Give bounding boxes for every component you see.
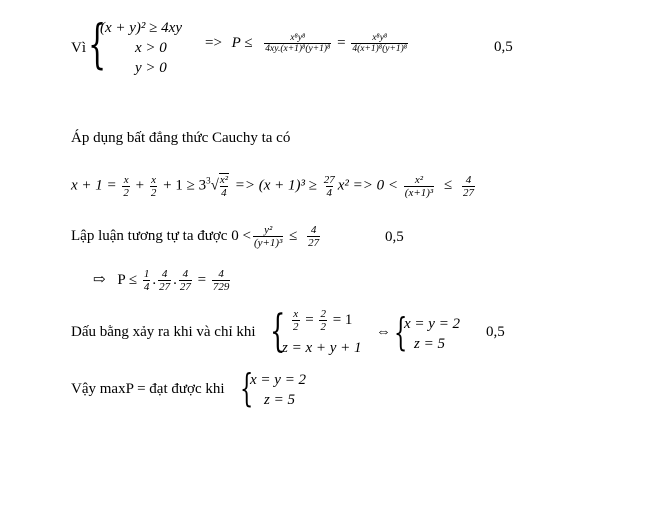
line7-sys-row2: z = 5	[264, 392, 295, 408]
line6-eq1-rest: = 1	[332, 311, 353, 328]
line1-frac1	[264, 33, 331, 54]
line6-brace2: {	[394, 310, 408, 354]
line6-arrow-icon: ⇔	[376, 324, 391, 340]
line4-frac2-den: 27	[308, 237, 320, 249]
line1-lhs: P ≤	[231, 34, 253, 51]
line5-frac3-den: 27	[179, 281, 191, 293]
line1-sys-row1: (x + y)² ≥ 4xy	[100, 20, 182, 36]
line6-sys-row2: z = x + y + 1	[282, 340, 362, 356]
line4-score: 0,5	[385, 229, 404, 245]
line3-root-sign: √	[210, 177, 219, 194]
line5-frac1-den: 4	[143, 281, 150, 293]
line2-text: Áp dụng bất đẳng thức Cauchy ta có	[71, 130, 291, 146]
line5-eq: =	[197, 271, 207, 288]
line3-frac1	[122, 174, 130, 199]
line3-root-index: 3	[206, 175, 211, 186]
line5-dot2: .	[173, 271, 177, 288]
line1-arrow: =>	[205, 34, 222, 51]
line3-frac4-den: 4	[326, 186, 332, 199]
line1-sys-row3: y > 0	[135, 60, 167, 76]
line3-frac6-den: 27	[462, 186, 474, 199]
line1-eq: =	[337, 34, 346, 51]
line3-frac4	[323, 174, 336, 199]
line5-frac2	[158, 268, 171, 293]
line3-frac2	[150, 174, 158, 199]
line3-frac6	[462, 174, 475, 199]
line5-dot1: .	[152, 271, 157, 288]
line3-frac3-den: 4	[221, 187, 227, 199]
line3-frac3-num: x²	[219, 174, 228, 186]
line5-frac1-num: 1	[143, 268, 150, 280]
line5-frac3-num: 4	[182, 268, 189, 280]
line3-frac3	[219, 173, 229, 199]
line6-text: Dấu bằng xảy ra khi và chỉ khi	[71, 324, 256, 340]
line5-frac3	[179, 268, 192, 293]
line3-part-c: => (x + 1)³ ≥	[234, 177, 317, 194]
line3-frac4-num: 27	[323, 173, 335, 186]
line1-frac1-den: 4xy.(x+1)⁸(y+1)⁸	[265, 44, 331, 54]
line6-frac2-den: 2	[320, 321, 326, 333]
line3-frac2-den: 2	[150, 186, 157, 199]
line3-frac5-den: (x+1)³	[404, 186, 434, 199]
line6-score: 0,5	[486, 324, 505, 340]
line6-frac1	[292, 308, 300, 333]
line5-frac4-den: 729	[212, 281, 230, 293]
line5-math	[93, 268, 232, 293]
line7-text: Vậy maxP = đạt được khi	[71, 381, 225, 397]
line6-brace: {	[270, 306, 286, 357]
line3-part-a: x + 1 =	[71, 177, 117, 194]
line4-frac1-num: y²	[264, 224, 273, 236]
line3-frac5-num: x²	[414, 173, 424, 186]
line6-frac2-num: 2	[320, 308, 326, 320]
line6-frac1-num: x	[293, 308, 299, 320]
line3-frac6-num: 4	[465, 173, 472, 186]
line4-frac1-den: (y+1)³	[253, 237, 283, 249]
line3-part-d: x² => 0 <	[337, 177, 399, 194]
line3-frac1-den: 2	[123, 186, 129, 199]
line1-frac1-num: x⁸y⁸	[290, 33, 306, 43]
line1-frac2-den: 4(x+1)⁸(y+1)⁸	[352, 44, 408, 54]
line4-frac1	[253, 224, 283, 249]
line5-frac1	[143, 268, 151, 293]
line5-frac2-den: 27	[159, 281, 171, 293]
line4-frac2	[307, 224, 320, 249]
line3-frac2-num: x	[151, 173, 157, 186]
line5-lhs: P ≤	[117, 271, 138, 288]
line1-math	[205, 33, 410, 54]
line1-prefix: Vì	[71, 40, 86, 56]
line6-sys2-row1: x = y = 2	[404, 316, 461, 332]
line1-sys-row2: x > 0	[135, 40, 167, 56]
line3-le: ≤	[443, 177, 453, 194]
line5-frac4-num: 4	[218, 268, 224, 280]
line5-arrow-icon: ⇨	[93, 271, 106, 288]
line3-math	[71, 173, 477, 199]
line6-sys-row1	[290, 308, 352, 333]
line6-sys2-row2: z = 5	[414, 336, 445, 352]
line5-frac4	[212, 268, 231, 293]
line1-frac2	[351, 33, 408, 54]
line6-eq1: =	[305, 311, 314, 328]
line4-text: Lập luận tương tự ta được 0 <	[71, 227, 251, 244]
line4-math	[71, 224, 322, 249]
line3-part-b: + 1 ≥ 3	[163, 177, 207, 194]
line3-frac5	[404, 174, 434, 199]
line6-frac2	[319, 308, 327, 333]
line7-sys-row1: x = y = 2	[250, 372, 307, 388]
line3-frac1-num: x	[123, 173, 129, 186]
line4-le: ≤	[289, 227, 298, 244]
line5-frac2-num: 4	[161, 268, 168, 280]
line7-brace: {	[240, 366, 254, 410]
line4-frac2-num: 4	[310, 224, 317, 236]
line3-plus1: +	[135, 177, 145, 194]
line1-brace: {	[88, 15, 107, 75]
line1-frac2-num: x⁸y⁸	[372, 33, 388, 43]
line1-score: 0,5	[494, 39, 513, 55]
line6-frac1-den: 2	[293, 321, 299, 333]
